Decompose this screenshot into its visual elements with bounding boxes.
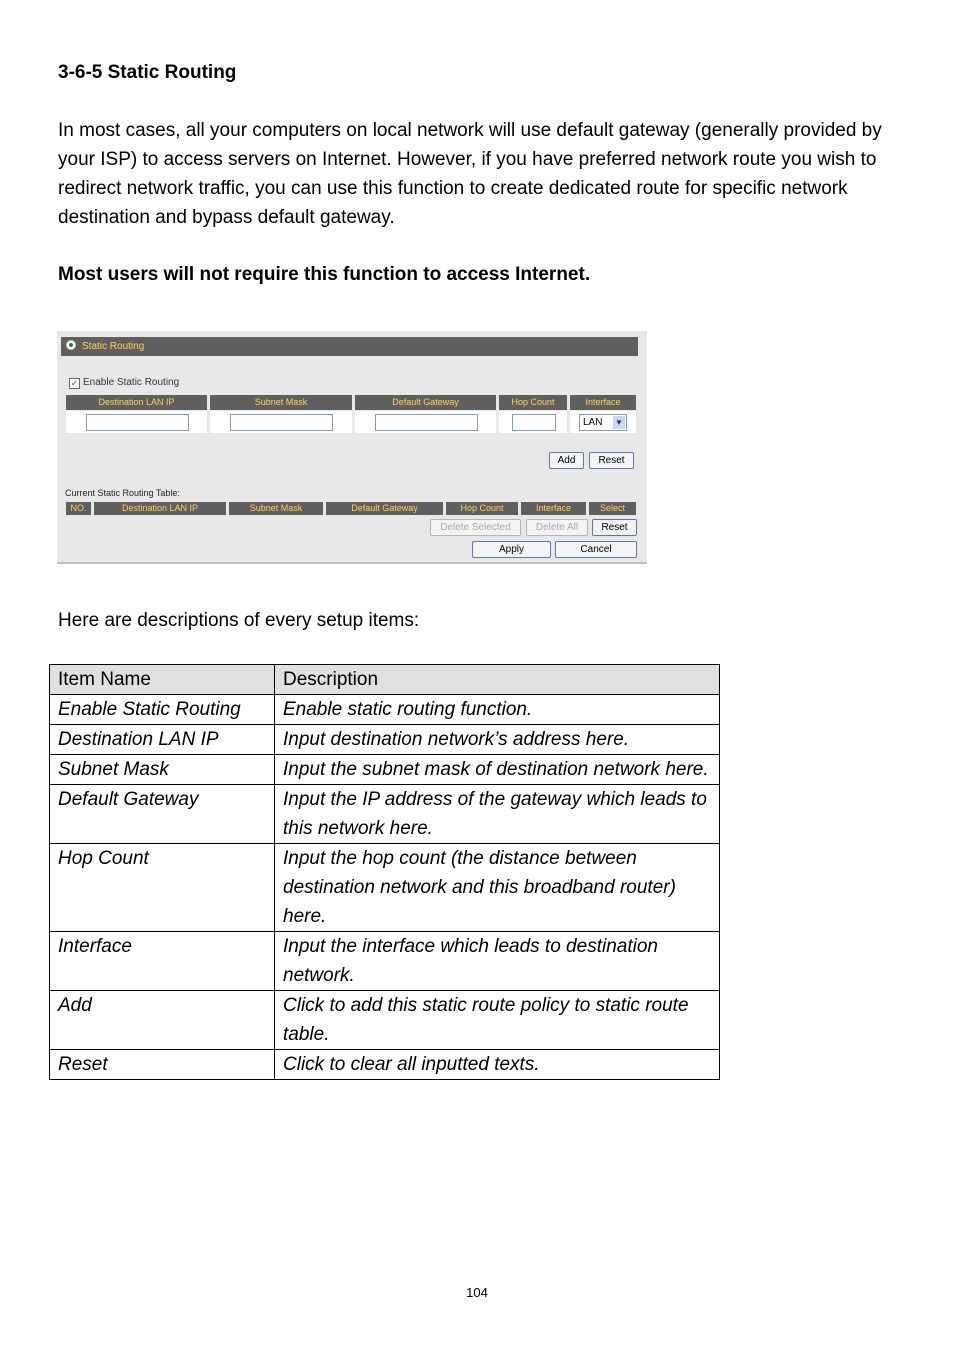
cancel-button[interactable]: Cancel xyxy=(555,541,637,558)
reset-button[interactable]: Reset xyxy=(589,452,634,469)
destination-lan-ip-input[interactable] xyxy=(86,414,189,431)
section-heading: 3-6-5 Static Routing xyxy=(58,62,237,83)
radio-icon xyxy=(66,340,76,350)
table-row xyxy=(50,755,720,785)
table-row xyxy=(50,1050,720,1080)
header-subnet-mask: Subnet Mask xyxy=(210,395,352,410)
routing-table-label: Current Static Routing Table: xyxy=(65,488,180,498)
description-cell: Click to add this static route policy to static route table. xyxy=(275,991,720,1050)
description-cell: Input the subnet mask of destination network here. xyxy=(275,755,720,785)
default-gateway-input[interactable] xyxy=(375,414,478,431)
description-cell: Input the IP address of the gateway which leads to this network here. xyxy=(275,785,720,844)
interface-select[interactable] xyxy=(579,414,627,431)
item-name-cell: Reset xyxy=(50,1050,275,1080)
panel-title-bar xyxy=(61,337,638,356)
enable-label: Enable Static Routing xyxy=(83,377,180,388)
chevron-down-icon[interactable]: ▼ xyxy=(613,416,625,429)
header-destination-lan-ip: Destination LAN IP xyxy=(66,395,207,410)
page-number: 104 xyxy=(466,1285,488,1300)
item-name-cell: Subnet Mask xyxy=(50,755,275,785)
description-cell: Click to clear all inputted texts. xyxy=(275,1050,720,1080)
table-header-interface: Interface xyxy=(521,502,586,515)
static-routing-screenshot xyxy=(57,331,647,564)
apply-button[interactable]: Apply xyxy=(472,541,551,558)
interface-value: LAN xyxy=(583,417,603,428)
table-header-destination-lan-ip: Destination LAN IP xyxy=(94,502,226,515)
table-row xyxy=(50,991,720,1050)
header-hop-count: Hop Count xyxy=(499,395,567,410)
table-row xyxy=(50,844,720,932)
description-cell: Enable static routing function. xyxy=(275,695,720,725)
description-cell: Input the interface which leads to destination network. xyxy=(275,932,720,991)
header-default-gateway: Default Gateway xyxy=(355,395,496,410)
table-header-no: NO. xyxy=(66,502,91,515)
enable-static-routing-row[interactable] xyxy=(69,377,179,389)
table-header-hop-count: Hop Count xyxy=(446,502,518,515)
table-header-select: Select xyxy=(589,502,636,515)
table-row xyxy=(50,932,720,991)
hop-count-input[interactable] xyxy=(512,414,556,431)
description-table xyxy=(49,664,720,1080)
item-name-cell: Hop Count xyxy=(50,844,275,932)
subnet-mask-input[interactable] xyxy=(230,414,333,431)
warning-note: Most users will not require this function to access Internet. xyxy=(58,264,591,285)
table-header-default-gateway: Default Gateway xyxy=(326,502,443,515)
table-row xyxy=(50,695,720,725)
item-name-cell: Default Gateway xyxy=(50,785,275,844)
add-button[interactable]: Add xyxy=(549,452,584,469)
table-row xyxy=(50,725,720,755)
column-header-item-name: Item Name xyxy=(50,665,275,695)
description-cell: Input the hop count (the distance between destination network and this broadband router) here. xyxy=(275,844,720,932)
table-header-row xyxy=(50,665,720,695)
intro-paragraph: In most cases, all your computers on local network will use default gateway (generally provided by your ISP) to access servers on Internet. However, if you have preferred network route you wish to redirect network traffic, you can use this function to create dedicated route for specific network destination and bypass default gateway. xyxy=(58,120,882,228)
delete-all-button[interactable]: Delete All xyxy=(526,519,588,536)
item-name-cell: Add xyxy=(50,991,275,1050)
delete-selected-button[interactable]: Delete Selected xyxy=(430,519,521,536)
header-interface: Interface xyxy=(570,395,636,410)
table-header-subnet-mask: Subnet Mask xyxy=(229,502,323,515)
item-name-cell: Destination LAN IP xyxy=(50,725,275,755)
panel-title: Static Routing xyxy=(82,341,145,352)
descriptions-intro: Here are descriptions of every setup items: xyxy=(58,610,420,631)
table-row xyxy=(50,785,720,844)
enable-checkbox[interactable]: ✓ xyxy=(70,378,79,388)
column-header-description: Description xyxy=(275,665,720,695)
table-reset-button[interactable]: Reset xyxy=(592,519,637,536)
item-name-cell: Interface xyxy=(50,932,275,991)
item-name-cell: Enable Static Routing xyxy=(50,695,275,725)
description-cell: Input destination network’s address here. xyxy=(275,725,720,755)
